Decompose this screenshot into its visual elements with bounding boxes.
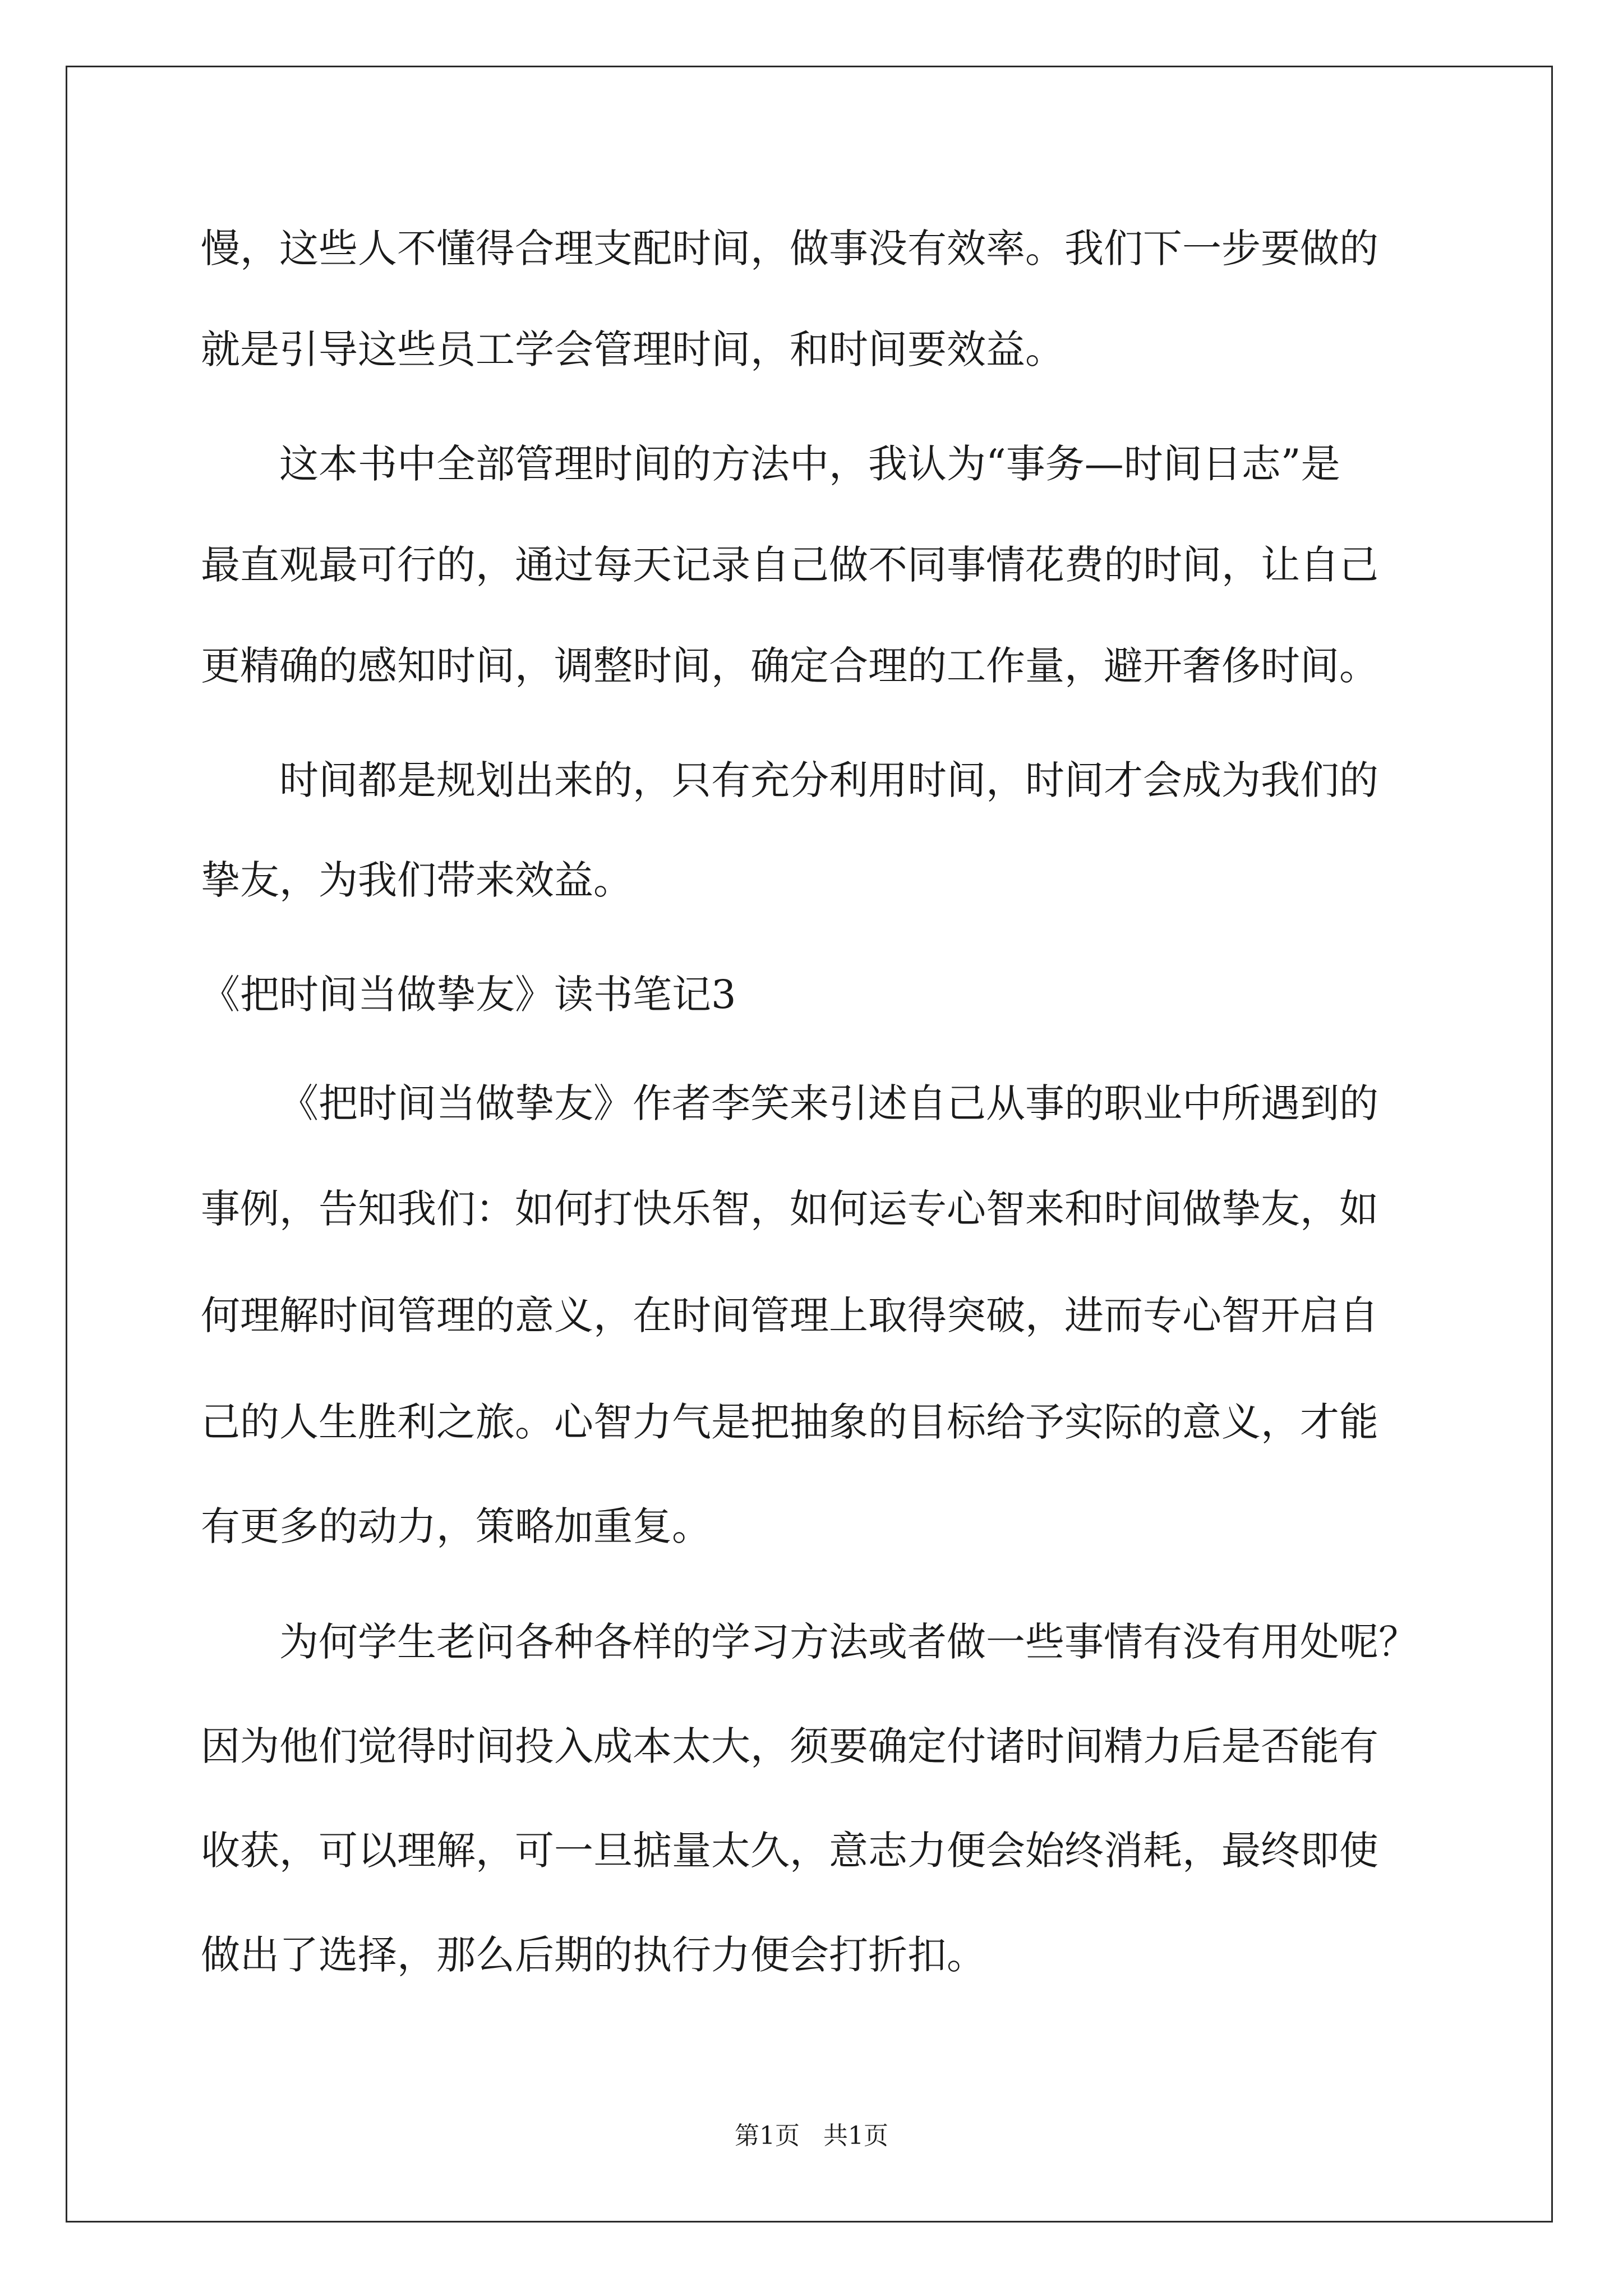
text-line: 为何学生老问各种各样的学习方法或者做一些事情有没有用处呢？	[279, 1619, 1418, 1665]
text-line: 事例，告知我们：如何打快乐智，如何运专心智来和时间做挚友，如	[201, 1186, 1378, 1232]
text-line: 就是引导这些员工学会管理时间，和时间要效益。	[201, 326, 1064, 372]
text-line: 时间都是规划出来的，只有充分利用时间，时间才会成为我们的	[279, 757, 1378, 803]
text-line: 何理解时间管理的意义，在时间管理上取得突破，进而专心智开启自	[201, 1292, 1378, 1338]
text-line: 这本书中全部管理时间的方法中，我认为“事务—时间日志”是	[279, 441, 1340, 487]
text-line: 更精确的感知时间，调整时间，确定合理的工作量，避开奢侈时间。	[201, 643, 1378, 689]
page-border	[66, 66, 1553, 2223]
text-line: 《把时间当做挚友》作者李笑来引述自己从事的职业中所遇到的	[279, 1080, 1378, 1126]
text-line: 因为他们觉得时间投入成本太大，须要确定付诸时间精力后是否能有	[201, 1723, 1378, 1769]
text-line: 己的人生胜利之旅。心智力气是把抽象的目标给予实际的意义，才能	[201, 1399, 1378, 1445]
page-footer: 第1页 共1页	[735, 2122, 888, 2150]
text-line: 挚友，为我们带来效益。	[201, 857, 633, 903]
text-line: 慢，这些人不懂得合理支配时间，做事没有效率。我们下一步要做的	[201, 226, 1378, 272]
text-line: 最直观最可行的，通过每天记录自己做不同事情花费的时间，让自己	[201, 542, 1378, 588]
text-line: 收获，可以理解，可一旦掂量太久，意志力便会始终消耗，最终即使	[201, 1828, 1378, 1874]
section-heading: 《把时间当做挚友》读书笔记3	[201, 972, 736, 1018]
text-line: 做出了选择，那么后期的执行力便会打折扣。	[201, 1932, 986, 1978]
text-line: 有更多的动力，策略加重复。	[201, 1503, 711, 1549]
